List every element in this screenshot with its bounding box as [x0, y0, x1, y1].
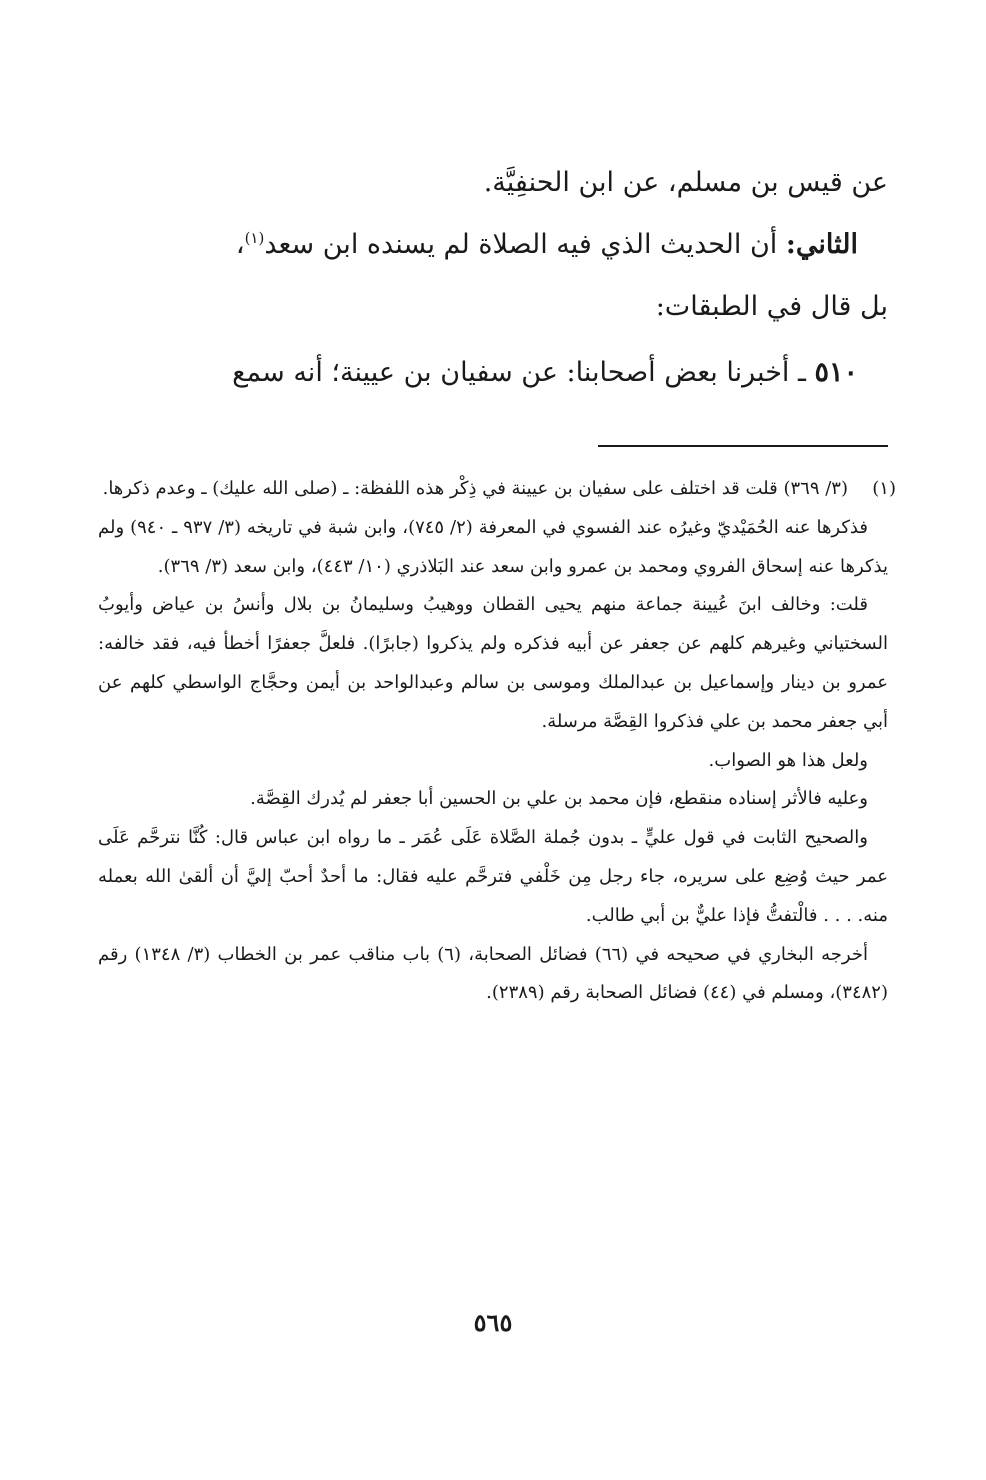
hadith-number: ٥١٠ [814, 357, 858, 388]
footnote-1-text-1: (٣/ ٣٦٩) قلت قد اختلف على سفيان بن عيينة في ذِكْر هذه اللفظة: ـ (صلى الله عليك) ـ وعدم ذكرها. [102, 478, 848, 499]
footnote-1-paragraph-7: أخرجه البخاري في صحيحه في (٦٦) فضائل الصحابة، (٦) باب مناقب عمر بن الخطاب (٣/ ١٣٤٨) رقم (٣٤٨٢)، ومسلم في (٤٤) فضائل الصحابة رقم (٢٣٨٩). [98, 943, 888, 1004]
footnote-1-paragraph-4: ولعل هذا هو الصواب. [708, 749, 868, 771]
section-label-second: الثاني: [785, 229, 858, 260]
footnote-reference-1[interactable]: (١) [244, 229, 265, 247]
main-paragraph-2 [98, 217, 888, 273]
main-paragraph-4-text: ـ أخبرنا بعض أصحابنا: عن سفيان بن عيينة؛ أنه سمع [232, 357, 806, 388]
main-paragraph-2-text: أن الحديث الذي فيه الصلاة لم يسنده ابن سعد [264, 229, 778, 260]
page-number: ٥٦٥ [473, 1308, 513, 1337]
footnotes-block [98, 470, 896, 1013]
footnote-1-paragraph-3: قلت: وخالف ابنَ عُيينة جماعة منهم يحيى القطان ووهيبُ وسليمانُ بن بلال وأنسُ بن عياض وأيوبُ السختياني وغيرهم كلهم عن جعفر عن أبيه فذكره ولم يذكروا (جابرًا). فلعلَّ جعفرًا أخطأ فيه، فقد خالفه: عمرو بن دينار وإسماعيل بن عبدالملك وموسى بن سالم وعبدالواحد بن أيمن وحجَّاج الواسطي كلهم عن أبي جعفر محمد بن علي فذكروا القِصَّة مرسلة. [98, 594, 888, 732]
main-line-3: بل قال في الطبقات: [655, 291, 888, 322]
footnote-divider [598, 445, 888, 447]
main-line-1: عن قيس بن مسلم، عن ابن الحنفِيَّة. [483, 167, 888, 198]
main-paragraph-2-end: ، [235, 229, 245, 260]
main-text-block [98, 155, 888, 401]
footnote-1-paragraph-6: والصحيح الثابت في قول عليٍّ ـ بدون جُملة الصَّلاة عَلَى عُمَر ـ ما رواه ابن عباس قال: كُنَّا نترحَّم عَلَى عمر حيث وُضِع على سريره، جاء رجل مِن خَلْفي فترحَّم عليه فقال: ما أحدٌ أحبّ إليَّ أن ألقىٰ الله بعمله منه. . . . فالْتفتُّ فإذا عليٌّ بن أبي طالب. [98, 827, 888, 926]
footnote-1-paragraph-5: وعليه فالأثر إسناده منقطع، فإن محمد بن علي بن الحسين أبا جعفر لم يُدرك القِصَّة. [250, 788, 868, 810]
main-paragraph-4 [98, 345, 888, 401]
footnote-1-paragraph-2: فذكرها عنه الحُمَيْديّ وغيرُه عند الفسوي في المعرفة (٢/ ٧٤٥)، وابن شبة في تاريخه (٣/ ٩٣٧ ـ ٩٤٠) ولم يذكرها عنه إسحاق الفروي ومحمد بن عمرو وابن سعد عند البَلاذري (١٠/ ٤٤٣)، وابن سعد (٣/ ٣٦٩). [98, 516, 888, 577]
footnote-1-number: (١) [872, 478, 896, 499]
footnote-1-paragraph-1 [98, 470, 896, 509]
